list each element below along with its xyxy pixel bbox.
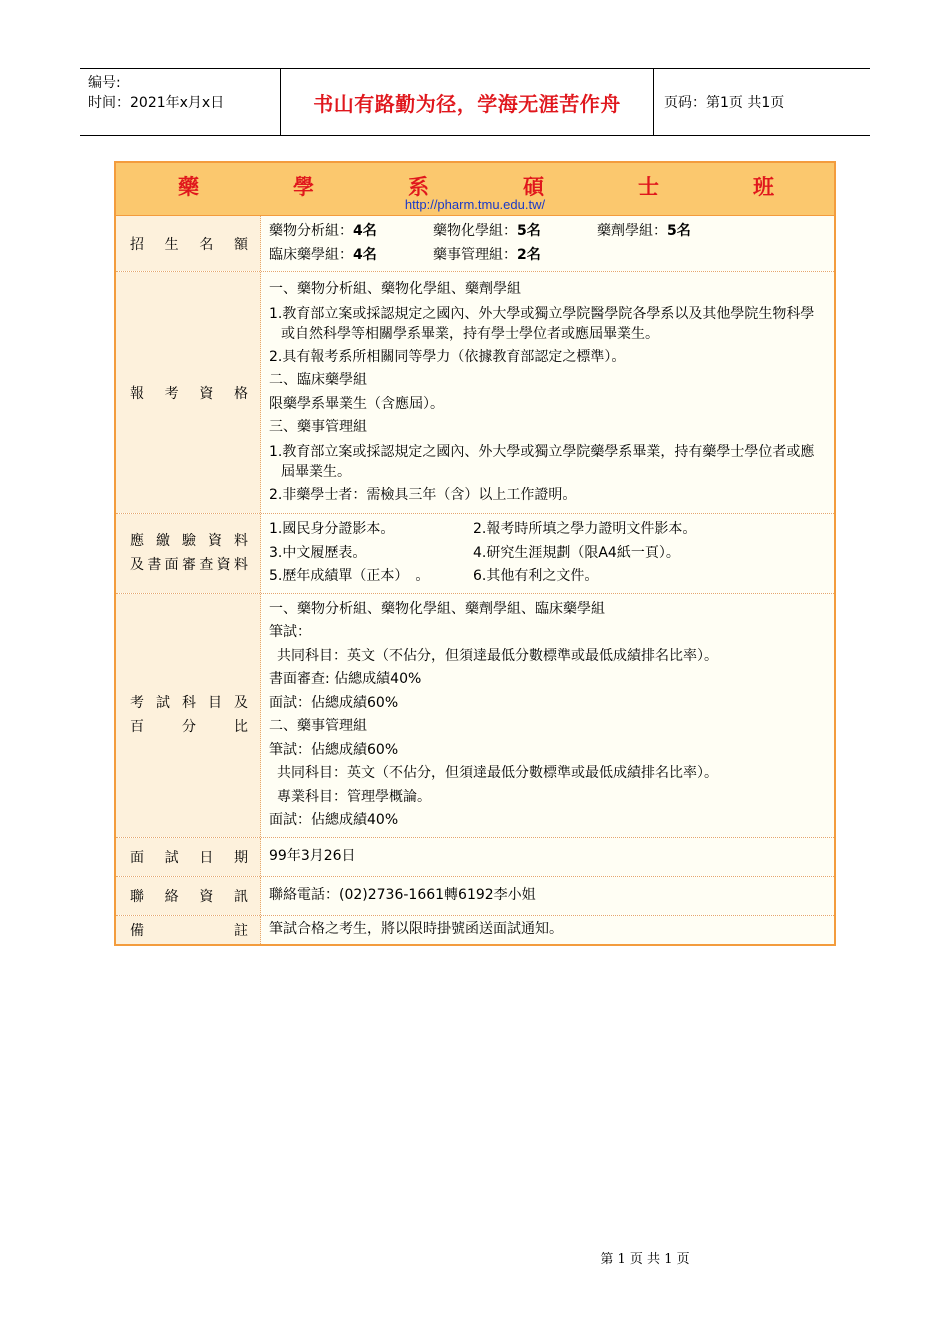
header-motto-cell	[281, 69, 654, 135]
label-char: 及	[234, 695, 248, 711]
label-char: 書	[147, 557, 162, 574]
eligibility-line: 1.教育部立案或採認規定之國內、外大學或獨立學院醫學院各學系以及其他學院生物科學或自然科學等相關學系畢業，持有學士學位者或應屆畢業生。	[269, 305, 815, 342]
title-char: 班	[753, 175, 774, 199]
title-char: 系	[408, 175, 429, 199]
row-interview-date	[116, 838, 834, 877]
label-char: 料	[234, 533, 248, 550]
row-label	[116, 514, 261, 593]
document-number-label: 编号:	[88, 75, 121, 91]
exam-line: 筆試：佔總成績60%	[269, 741, 399, 758]
row-quota	[116, 216, 834, 272]
label-char: 科	[182, 695, 196, 711]
exam-line: 面試：佔總成績60%	[269, 694, 399, 711]
title-char: 士	[638, 175, 659, 199]
quota-item: 藥物化學組：5名	[433, 223, 541, 239]
label-char: 備	[130, 922, 144, 939]
quota-item: 藥事管理組：2名	[433, 246, 541, 263]
row-contact	[116, 877, 834, 916]
label-char: 考	[164, 385, 179, 402]
document-item: 3.中文履歷表。	[269, 544, 367, 561]
label-char: 資	[208, 533, 222, 550]
label-char: 百	[130, 719, 144, 735]
label-char: 絡	[164, 888, 179, 905]
row-label	[116, 272, 261, 513]
label-char: 目	[208, 695, 222, 711]
remarks-content	[261, 916, 834, 944]
label-char: 資	[216, 557, 231, 574]
admission-table	[114, 161, 836, 946]
row-label	[116, 216, 261, 271]
header-page-number: 页码：第1页 共1页	[664, 95, 785, 111]
table-title-block	[116, 163, 834, 216]
document-item: 2.報考時所填之學力證明文件影本。	[473, 521, 697, 537]
label-char: 及	[130, 557, 144, 574]
label-char: 格	[233, 385, 248, 402]
eligibility-line: 一、藥物分析組、藥物化學組、藥劑學組	[269, 281, 521, 297]
exam-line: 專業科目：管理學概論。	[277, 788, 431, 805]
label-char: 資	[199, 385, 214, 402]
label-char: 名	[199, 236, 214, 253]
row-label	[116, 877, 261, 915]
eligibility-line: 2.具有報考系所相關同等學力（依據教育部認定之標準）。	[269, 348, 626, 365]
quota-item: 臨床藥學組：4名	[269, 246, 377, 263]
header-page-cell	[654, 69, 870, 135]
label-char: 訊	[233, 888, 248, 905]
label-char: 招	[130, 236, 144, 253]
label-char: 試	[164, 849, 179, 866]
title-char: 學	[293, 175, 314, 199]
label-char: 查	[199, 557, 214, 574]
contact-content	[261, 877, 834, 915]
label-char: 額	[233, 236, 248, 253]
interview-date-content	[261, 838, 834, 876]
document-item: 4.研究生涯規劃（限A4紙一頁）。	[473, 544, 680, 561]
eligibility-line: 2.非藥學士者：需檢具三年（含）以上工作證明。	[269, 486, 577, 503]
label-char: 審	[181, 557, 196, 574]
label-char: 註	[234, 922, 248, 939]
label-char: 面	[164, 557, 179, 574]
label-char: 資	[199, 888, 214, 905]
label-char: 應	[130, 533, 144, 550]
label-char: 比	[234, 719, 248, 735]
quota-content	[261, 216, 834, 271]
label-char: 生	[164, 236, 179, 253]
label-char: 考	[130, 695, 144, 711]
exam-line: 共同科目：英文（不佔分，但須達最低分數標準或最低成績排名比率）。	[277, 647, 718, 664]
eligibility-line: 限藥學系畢業生（含應屆）。	[269, 395, 444, 412]
exam-line: 筆試：	[269, 624, 311, 640]
label-char: 報	[130, 385, 144, 402]
department-url-link[interactable]: http://pharm.tmu.edu.tw/	[404, 197, 546, 212]
label-char: 分	[182, 719, 196, 735]
row-label	[116, 594, 261, 837]
row-documents	[116, 514, 834, 594]
row-eligibility	[116, 272, 834, 514]
document-date-label: 时间：2021年x月x日	[88, 95, 225, 111]
row-remarks	[116, 916, 834, 944]
label-char: 日	[199, 849, 214, 866]
contact-phone: 聯絡電話：(02)2736-1661轉6192李小姐	[269, 886, 536, 903]
remarks-text: 筆試合格之考生，將以限時掛號函送面試通知。	[269, 920, 563, 937]
exam-line: 共同科目：英文（不佔分，但須達最低分數標準或最低成績排名比率）。	[277, 765, 718, 781]
exam-content	[261, 594, 834, 837]
row-label	[116, 916, 261, 944]
page-header	[80, 68, 870, 136]
quota-item: 藥物分析組：4名	[269, 223, 377, 239]
page-footer: 第 1 页 共 1 页	[600, 1252, 690, 1267]
title-char: 碩	[523, 175, 544, 199]
exam-line: 面試：佔總成績40%	[269, 812, 399, 828]
label-char: 期	[233, 849, 248, 866]
eligibility-content	[261, 272, 834, 513]
eligibility-line: 1.教育部立案或採認規定之國內、外大學或獨立學院藥學系畢業，持有藥學士學位者或應屆畢業生。	[269, 443, 815, 480]
interview-date-value: 99年3月26日	[269, 847, 356, 864]
quota-item: 藥劑學組：5名	[597, 223, 691, 239]
label-char: 試	[156, 695, 170, 711]
label-char: 繳	[156, 533, 170, 550]
label-char: 面	[130, 849, 144, 866]
exam-line: 二、藥事管理組	[269, 718, 367, 734]
label-char: 聯	[130, 888, 144, 905]
header-motto: 书山有路勤为径，学海无涯苦作舟	[313, 91, 621, 116]
eligibility-line: 三、藥事管理組	[269, 419, 367, 435]
document-item: 6.其他有利之文件。	[473, 568, 599, 584]
row-exam	[116, 594, 834, 838]
title-char: 藥	[178, 175, 199, 199]
header-meta	[80, 69, 281, 135]
label-char: 驗	[182, 533, 196, 550]
document-item: 1.國民身分證影本。	[269, 521, 395, 537]
document-item: 5.歷年成績單（正本） 。	[269, 568, 430, 584]
row-label	[116, 838, 261, 876]
exam-line: 一、藥物分析組、藥物化學組、藥劑學組、臨床藥學組	[269, 600, 605, 617]
exam-line: 書面審查: 佔總成績40%	[269, 671, 422, 687]
eligibility-line: 二、臨床藥學組	[269, 372, 367, 388]
label-char: 料	[233, 557, 248, 574]
documents-content	[261, 514, 834, 593]
